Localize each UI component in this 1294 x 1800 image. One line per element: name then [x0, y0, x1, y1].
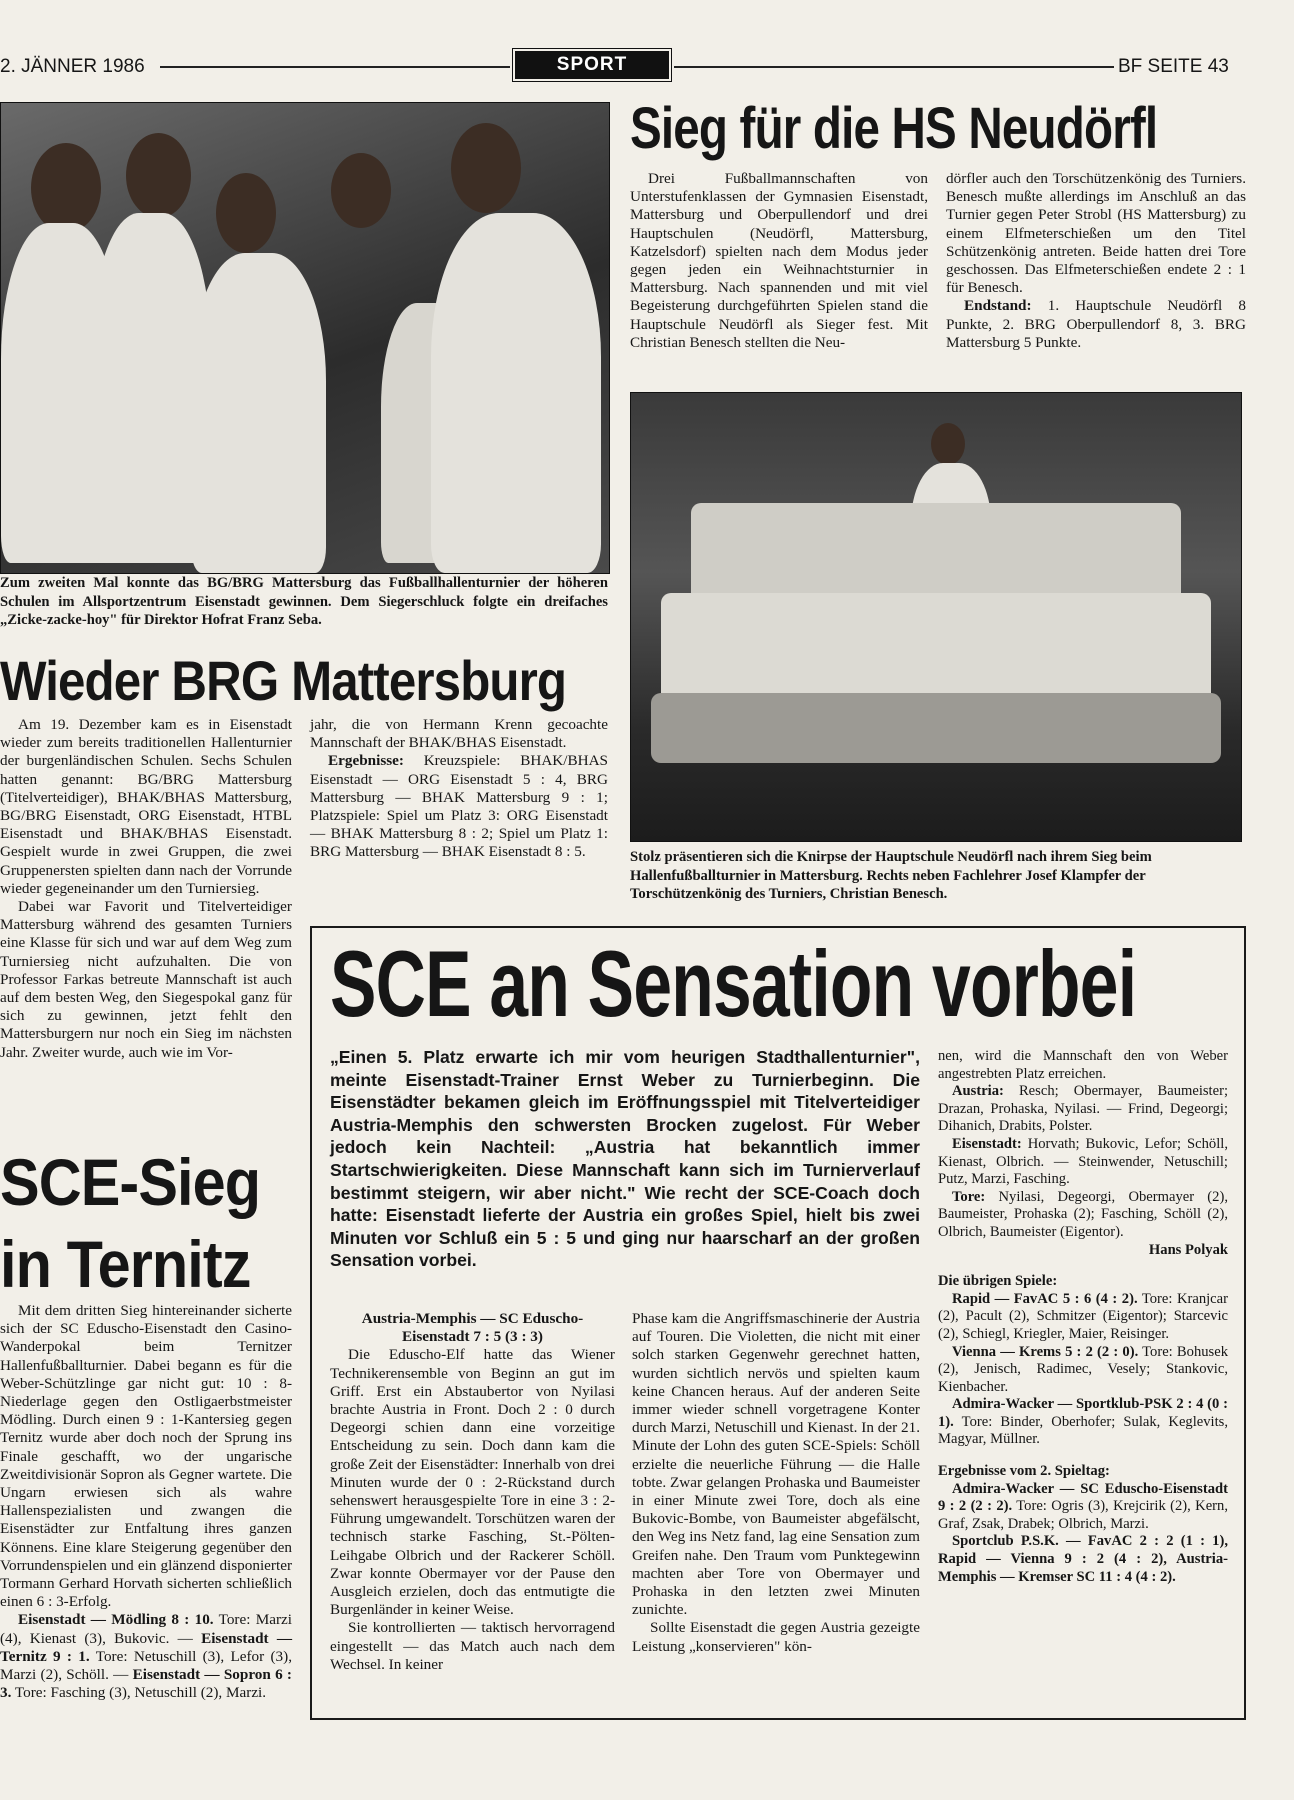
- photo-person: [651, 693, 1221, 763]
- hs-paragraph: dörfler auch den Torschützenkönig des Turniers. Benesch mußte allerdings im Anschluß an das Turnier gegen Peter Strobl (HS Mattersburg) zu einem Elfmeterschießen um den Titel Schützenkönig antreten. Beide hatten drei Tore geschossen. Das Elfmeterschießen endete 2 : 1 für Benesch.: [946, 170, 1246, 297]
- lineup-label: Austria:: [952, 1083, 1004, 1100]
- photo-person: [191, 253, 326, 573]
- ternitz-scorers: Tore: Fasching (3), Netuschill (2), Marzi.: [14, 1684, 267, 1702]
- photo-person: [431, 213, 601, 573]
- game-result: Admira-Wacker — Sportklub-PSK 2 : 4 (0 : 1).: [938, 1396, 1228, 1430]
- photo-brg-team-celebration: [0, 102, 610, 574]
- hs-standings-text: 1. Hauptschule Neudörfl 8 Punkte, 2. BRG Oberpullendorf 8, 3. BRG Mattersburg 5 Punkte.: [946, 297, 1246, 351]
- ternitz-headline-line1: SCE-Sieg: [0, 1145, 261, 1219]
- photo-person: [216, 173, 276, 253]
- sce-match-subhead: Austria-Memphis — SC Eduscho-Eisenstadt 7 : 5 (3 : 3): [361, 1310, 584, 1346]
- author-byline: Hans Polyak: [1148, 1241, 1228, 1258]
- section-label: SPORT: [515, 51, 669, 79]
- ternitz-scorers: Tore: Netuschill (3), Lefor (3), Marzi (2), Schöll. —: [0, 1647, 292, 1684]
- sce-headline: SCE an Sensation vorbei: [330, 931, 1137, 1036]
- brg-headline: Wieder BRG Mattersburg: [0, 649, 567, 712]
- lineup-text: Horvath; Bukovic, Lefor; Schöll, Kienast, Olbrich. — Steinwender, Netuschill; Putz, Marzi, Fasching.: [938, 1135, 1228, 1188]
- scorers-text: Nyilasi, Degeorgi, Obermayer (2), Baumeister, Prohaska (2); Fasching, Schöll (2), Olbrich, Baumeister (Eigentor).: [938, 1188, 1228, 1240]
- game-result: Admira-Wacker — SC Eduscho-Eisenstadt 9 : 2 (2 : 2).: [938, 1480, 1228, 1515]
- photo-hs-neudoerfl-team: [630, 392, 1242, 842]
- brg-paragraph: Dabei war Favorit und Titelverteidiger Mattersburg während des gesamten Turniers eine Klasse für sich und war auf dem Weg zum Turniersieg nicht aufzuhalten. Die von Professor Farkas betreute Mannschaft ist auch auf dem besten Weg, den Siegespokal ganz für sich zu gewinnen, jetzt fehlt den Mattersburgern nur noch ein Sieg im nächsten Jahr. Zweiter wurde, auch wie im Vor-: [0, 898, 292, 1061]
- photo-person: [331, 153, 391, 228]
- hs-paragraph: Drei Fußballmannschaften von Unterstufenklassen der Gymnasien Eisenstadt, Mattersburg und Oberpullendorf und drei Hauptschulen (Neudörfl, Mattersburg, Katzelsdorf) spielten nach dem Modus jeder gegen jeden ein Weihnachtsturnier in Mattersburg. Nach spannenden und mit viel Begeisterung durchgeführten Spielen stand die Hauptschule Neudörfl als Sieger fest. Mit Christian Benesch stellten die Neu-: [630, 170, 928, 351]
- issue-date: 2. JÄNNER 1986: [0, 56, 145, 77]
- hs-column-2: [946, 170, 1246, 352]
- sce-column-3: [938, 1048, 1228, 1586]
- game-result: Sportclub P.S.K. — FavAC 2 : 2 (1 : 1), Rapid — Vienna 9 : 2 (4 : 2), Austria-Memphis — Kremser SC 11 : 4 (4 : 2).: [938, 1533, 1228, 1585]
- ternitz-result: Eisenstadt — Ternitz 9 : 1.: [0, 1629, 293, 1665]
- sce-column-2: [632, 1310, 920, 1656]
- ternitz-result: Eisenstadt — Sopron 6 : 3.: [0, 1666, 292, 1702]
- hs-standings-label: Endstand:: [964, 297, 1032, 315]
- game-scorers: Tore: Binder, Oberhofer; Sulak, Keglevits, Magyar, Müllner.: [938, 1413, 1228, 1448]
- brg-paragraph: jahr, die von Hermann Krenn gecoachte Mannschaft der BHAK/BHAS Eisenstadt.: [310, 716, 608, 752]
- ternitz-paragraph: Mit dem dritten Sieg hintereinander sicherte sich der SC Eduscho-Eisenstadt den Casino-Wanderpokal beim Ternitzer Hallenfußballturnier. Dabei begann es für die Weber-Schützlinge gar nicht gut: 10 : 8-Niederlage gegen den Ostligaerbstmeister Mödling. Durch einen 9 : 1-Kantersieg gegen Ternitz wurde aber doch noch der Sprung ins Finale geschafft, wo der ungarische Zweitdivisionär Sopron als Gegner wartete. Die Ungarn erwiesen sich als wahre Hallenspezialisten und zwangen die Eisenstädter zur Entfaltung ihres ganzen Könnens. Eine klare Steigerung gegenüber den Vorrundenspielen und ein glänzend disponierter Tormann Gerhard Horvath sicherten schließlich einen 6 : 3-Erfolg.: [0, 1302, 292, 1611]
- photo-person: [31, 143, 101, 233]
- sce-paragraph: nen, wird die Mannschaft den von Weber angestrebten Platz erreichen.: [938, 1048, 1228, 1082]
- lineup-text: Resch; Obermayer, Baumeister; Drazan, Prohaska, Nyilasi. — Frind, Degeorgi; Dihanich, Drabits, Polster.: [938, 1083, 1228, 1135]
- ternitz-result: Eisenstadt — Mödling 8 : 10.: [18, 1611, 214, 1629]
- scorers-label: Tore:: [952, 1188, 986, 1205]
- sce-lead: „Einen 5. Platz erwarte ich mir vom heurigen Stadthallenturnier", meinte Eisenstadt-Trainer Ernst Weber zu Turnierbeginn. Die Eisenstädter bekamen gleich im Eröffnungsspiel mit Titelverteidiger Austria-Memphis den schwersten Brocken zugelost. Für Weber jedoch kein Nachteil: „Austria hat bekanntlich immer Startschwierigkeiten. Diese Mannschaft kann sich im Turnierverlauf bestimmt steigern, wir aber nicht." Wie recht der SCE-Coach doch hatte: Eisenstadt lieferte der Austria ein großes Spiel, hielt bis zwei Minuten vor Schluß ein 5 : 5 und ging nur haarscharf an der großen Sensation vorbei.: [330, 1047, 920, 1271]
- brg-results-text: Kreuzspiele: BHAK/BHAS Eisenstadt — ORG Eisenstadt 5 : 4, BRG Mattersburg — BHAK Mattersburg 9 : 1; Platzspiele: Spiel um Platz 3: ORG Eisenstadt — BHAK Mattersburg 8 : 2; Spiel um Platz 1: BRG Mattersburg — BHAK Eisenstadt 8 : 5.: [310, 752, 609, 861]
- sce-paragraph: Die Eduscho-Elf hatte das Wiener Technikerensemble von Beginn an gut im Griff. Erst ein Abstaubertor von Nyilasi brachte Austria in Front. Doch 2 : 0 durch Degeorgi schien dann eine vorzeitige Entscheidung zu sein. Doch dann kam die große Zeit der Eisenstädter: Innerhalb von drei Minuten wurde der 0 : 2-Rückstand durch sehenswert herausgespielte Tore in eine 3 : 2-Führung umgewandelt. Torschützen waren der technisch starke Fasching, St.-Pölten-Leihgabe Olbrich und der Rackerer Schöll. Zwar konnte Obermayer vor der Pause den Ausgleich erzielen, doch das entmutigte die Burgenländer in keiner Weise.: [330, 1346, 615, 1619]
- photo-person: [931, 423, 965, 465]
- photo-hs-caption: Stolz präsentieren sich die Knirpse der Hauptschule Neudörfl nach ihrem Sieg beim Hallenfußballturnier in Mattersburg. Rechts neben Fachlehrer Josef Klampfer der Torschützenkönig des Turniers, Christian Benesch.: [630, 849, 1152, 902]
- header-rule-left: [160, 66, 510, 68]
- photo-person: [126, 133, 191, 218]
- ternitz-headline-line2: in Ternitz: [0, 1227, 251, 1301]
- photo-person: [661, 593, 1211, 703]
- game-scorers: Tore: Ogris (3), Krejcirik (2), Kern, Graf, Zsak, Drabek; Olbrich, Marzi.: [938, 1498, 1228, 1532]
- sce-paragraph: Sie kontrollierten — taktisch hervorragend eingestellt — das Match auch nach dem Wechsel. In keiner: [330, 1619, 615, 1673]
- ternitz-column: [0, 1302, 292, 1702]
- game-result: Vienna — Krems 5 : 2 (2 : 0).: [952, 1343, 1139, 1360]
- game-scorers: Tore: Kranjcar (2), Pacult (2), Schmitzer (Eigentor); Starcevic (2), Schiegl, Kriegler, Maier, Reisinger.: [938, 1290, 1228, 1342]
- sce-paragraph: Phase kam die Angriffsmaschinerie der Austria auf Touren. Die Violetten, die nicht mit einer solch starken Gegenwehr gerechnet hatten, wurden sichtlich nervös und spielten kaum keine Chancen heraus. Auf der anderen Seite immer wieder schnell vorgetragene Konter durch Marzi, Netuschill und Kienast. In der 21. Minute der Lohn des guten SCE-Spiels: Schöll erzielte die neuerliche Führung — die Halle tobte. Zwar gelangen Prohaska und Baumeister in einer Minute zwei Tore, doch als eine Bukovic-Bombe, von Baumeister abgefälscht, den Weg ins Netz fand, lag eine Sensation zum Greifen nahe. Den Traum vom Punktegewinn machten aber Tore von Obermayer und Prohaska in den letzten zwei Minuten zunichte.: [632, 1310, 920, 1619]
- lineup-label: Eisenstadt:: [952, 1135, 1022, 1152]
- brg-results-label: Ergebnisse:: [328, 752, 404, 770]
- photo-brg-caption: Zum zweiten Mal konnte das BG/BRG Mattersburg das Fußballhallenturnier der höheren Schulen im Allsportzentrum Eisenstadt gewinnen. Dem Siegerschluck folgte ein dreifaches „Zicke-zacke-hoy" für Direktor Hofrat Franz Seba.: [0, 575, 608, 628]
- sce-paragraph: Sollte Eisenstadt die gegen Austria gezeigte Leistung „konservieren" kön-: [632, 1619, 920, 1655]
- other-games-label: Die übrigen Spiele:: [938, 1273, 1058, 1290]
- brg-paragraph: Am 19. Dezember kam es in Eisenstadt wieder zum bereits traditionellen Hallenturnier der burgenländischen Schulen. Sechs Schulen hatten genannt: BG/BRG Mattersburg (Titelverteidiger), BHAK/BHAS Mattersburg, BG/BRG Eisenstadt, ORG Eisenstadt, HTBL Eisenstadt und BHAK/BHAS Eisenstadt. Gespielt wurde in zwei Gruppen, die zwei Gruppenersten spielten dann nach der Vorrunde wieder gegeneinander um den Turniersieg.: [0, 716, 292, 897]
- photo-person: [691, 503, 1181, 603]
- header-rule-right: [674, 66, 1114, 68]
- hs-headline: Sieg für die HS Neudörfl: [630, 96, 1158, 161]
- photo-person: [451, 123, 521, 213]
- brg-column-1: [0, 716, 292, 1062]
- game-result: Rapid — FavAC 5 : 6 (4 : 2).: [952, 1290, 1138, 1307]
- matchday-label: Ergebnisse vom 2. Spieltag:: [938, 1463, 1110, 1480]
- hs-column-1: [630, 170, 928, 352]
- brg-column-2: [310, 716, 608, 862]
- game-scorers: Tore: Bohusek (2), Jenisch, Radimec, Vesely; Stankovic, Kienbacher.: [938, 1343, 1228, 1395]
- page-number: BF SEITE 43: [1118, 56, 1229, 77]
- sce-column-1: [330, 1310, 615, 1674]
- ternitz-scorers: Tore: Marzi (4), Kienast (3), Bukovic. —: [0, 1611, 292, 1647]
